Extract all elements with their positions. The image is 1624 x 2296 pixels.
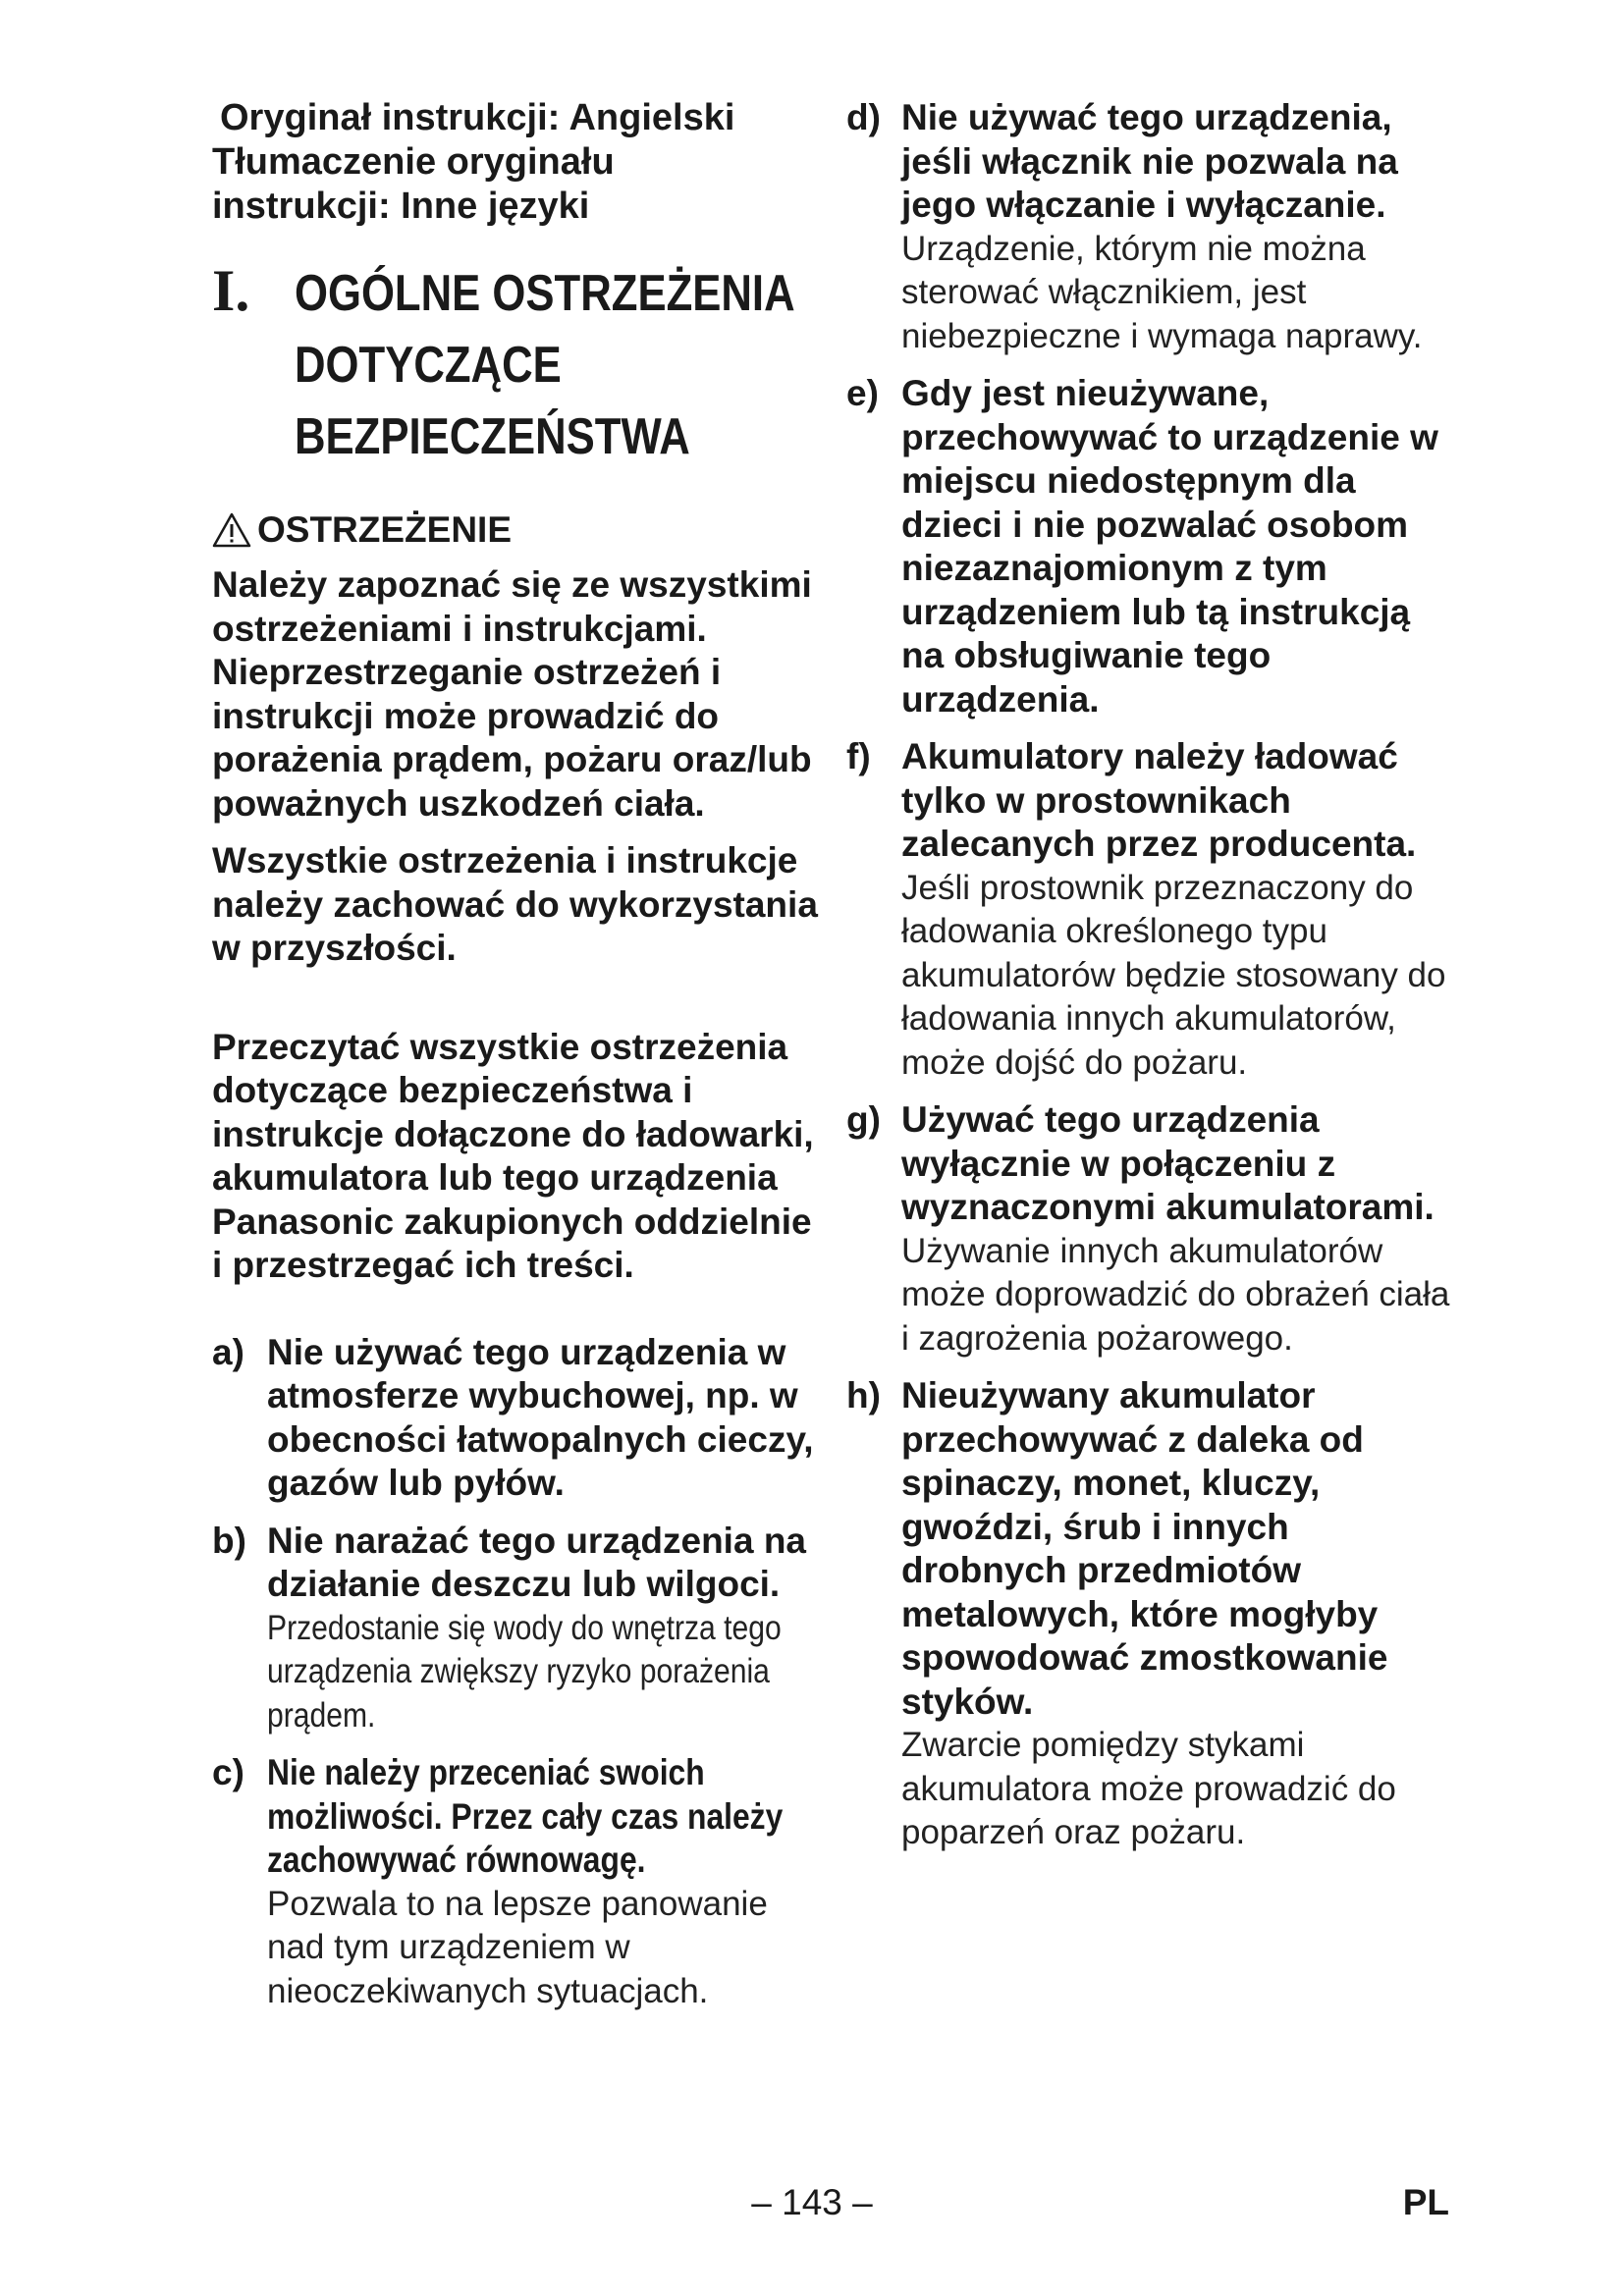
item-bold-text: Nie używać tego urządzenia w atmosferze wybuchowej, np. w obecności łatwopalnych cieczy, gazów lub pyłów. xyxy=(267,1331,814,1503)
item-letter: c) xyxy=(212,1752,244,1792)
item-normal-text: Jeśli prostownik przeznaczony do ładowania określonego typu akumulatorów będzie stosowany do ładowania innych akumulatorów, może dojść do pożaru. xyxy=(901,868,1446,1082)
list-item-f xyxy=(846,735,1455,1085)
section-number: I. xyxy=(212,258,250,323)
item-bold-text: Nie narażać tego urządzenia na działanie deszczu lub wilgoci. xyxy=(267,1520,807,1604)
list-item-b xyxy=(212,1520,821,1738)
warning-heading xyxy=(212,508,821,552)
item-bold-text: Nie używać tego urządzenia, jeśli włącznik nie pozwala na jego włączanie i wyłączanie. xyxy=(901,97,1398,225)
item-letter: e) xyxy=(846,373,879,413)
intro-line-1: Oryginał instrukcji: Angielski xyxy=(220,97,735,138)
section-title xyxy=(295,258,795,473)
item-letter: h) xyxy=(846,1375,881,1415)
item-bold-text: Nie należy przeceniać swoich możliwości. Przez cały czas należy zachowywać równowagę. xyxy=(267,1752,784,1880)
list-item-d xyxy=(846,96,1455,358)
left-column xyxy=(212,96,821,2027)
intro-line-3: instrukcji: Inne języki xyxy=(212,186,590,227)
warning-label: OSTRZEŻENIE xyxy=(257,509,513,550)
item-letter: a) xyxy=(212,1331,244,1372)
section-title-line-2: DOTYCZĄCE xyxy=(295,337,562,394)
warning-paragraph-3: Przeczytać wszystkie ostrzeżenia dotyczące bezpieczeństwa i instrukcje dołączone do ładowarki, akumulatora lub tego urządzenia Panasonic zakupionych oddzielnie i przestrzegać ich treści. xyxy=(212,1026,814,1285)
intro-line-2: Tłumaczenie oryginału xyxy=(212,141,615,183)
item-letter: f) xyxy=(846,736,871,776)
item-letter: d) xyxy=(846,97,881,137)
language-code: PL xyxy=(1402,2182,1449,2222)
list-item-a xyxy=(212,1331,821,1506)
item-normal-text: Zwarcie pomiędzy stykami akumulatora może prowadzić do poparzeń oraz pożaru. xyxy=(901,1726,1396,1851)
item-bold-text: Nieużywany akumulator przechowywać z daleka od spinaczy, monet, kluczy, gwoździ, śrub i innych drobnych przedmiotów metalowych, które mogłyby spowodować zmostkowanie styków. xyxy=(901,1375,1388,1722)
item-normal-text: Urządzenie, którym nie można sterować włącznikiem, jest niebezpieczne i wymaga naprawy. xyxy=(901,229,1423,355)
item-normal-text: Pozwala to na lepsze panowanie nad tym urządzeniem w nieoczekiwanych sytuacjach. xyxy=(267,1884,768,2010)
section-title-line-3: BEZPIECZEŃSTWA xyxy=(295,408,690,465)
item-letter: b) xyxy=(212,1520,246,1561)
item-bold-text: Używać tego urządzenia wyłącznie w połączeniu z wyznaczonymi akumulatorami. xyxy=(901,1099,1435,1227)
list-item-c xyxy=(212,1751,821,2013)
section-heading xyxy=(212,258,821,473)
list-item-g xyxy=(846,1098,1455,1361)
warning-paragraph-2: Wszystkie ostrzeżenia i instrukcje należy zachować do wykorzystania w przyszłości. xyxy=(212,840,818,968)
item-bold-text: Akumulatory należy ładować tylko w prostownikach zalecanych przez producenta. xyxy=(901,736,1417,864)
list-item-e xyxy=(846,372,1455,721)
right-column xyxy=(846,96,1455,1869)
item-bold-text: Gdy jest nieużywane, przechowywać to urządzenie w miejscu niedostępnym dla dzieci i nie pozwalać osobom niezaznajomionym z tym urządzeniem lub tą instrukcją na obsługiwanie tego urządzenia. xyxy=(901,373,1438,720)
item-letter: g) xyxy=(846,1099,881,1140)
warning-paragraph-1: Należy zapoznać się ze wszystkimi ostrzeżeniami i instrukcjami. Nieprzestrzeganie ostrzeżeń i instrukcji może prowadzić do porażenia prądem, pożaru oraz/lub poważnych uszkodzeń ciała. xyxy=(212,564,812,824)
item-normal-text: Przedostanie się wody do wnętrza tego urządzenia zwiększy ryzyko porażenia prądem. xyxy=(267,1608,782,1735)
warning-triangle-icon xyxy=(212,512,251,548)
section-title-line-1: OGÓLNE OSTRZEŻENIA xyxy=(295,265,795,322)
page-number: – 143 – xyxy=(751,2182,873,2222)
list-item-h xyxy=(846,1374,1455,1855)
item-normal-text: Używanie innych akumulatorów może doprowadzić do obrażeń ciała i zagrożenia pożarowego. xyxy=(901,1231,1450,1358)
intro-text xyxy=(212,96,821,229)
